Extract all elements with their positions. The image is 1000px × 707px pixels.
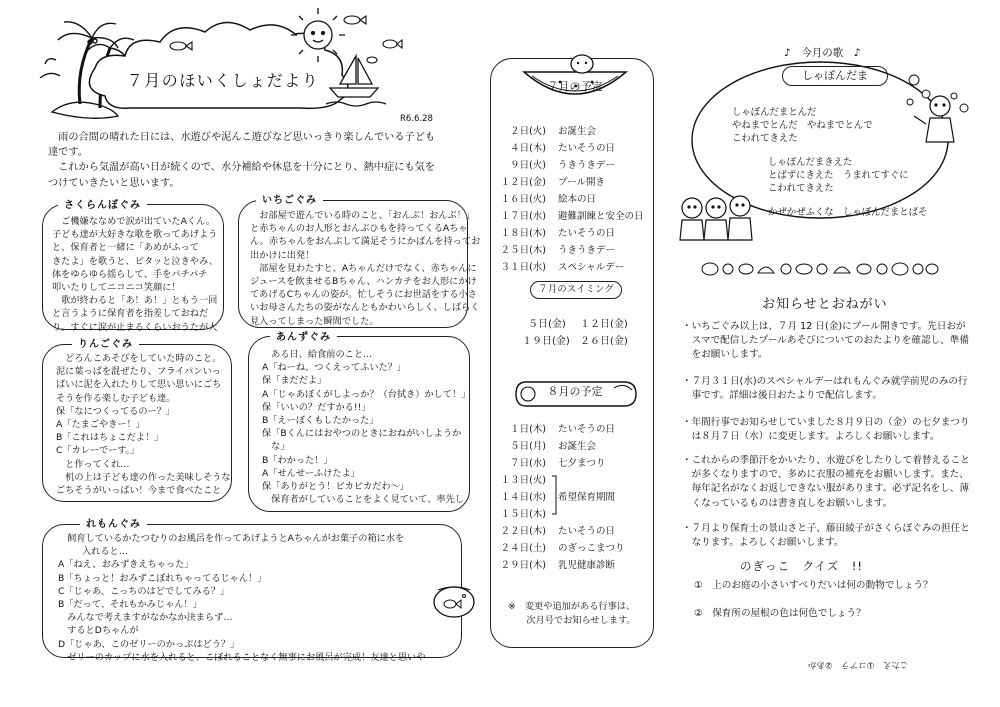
fishbowl-illustration [430,580,480,620]
swimming-title-box [530,281,622,299]
notice-item [682,416,972,444]
schedule-row [500,424,670,441]
schedule-date: １日(木) [510,424,546,435]
class-text-line: 保育者がしていることをよく見ていて、率先し [262,494,464,506]
notice-line: ・これからの季節汗をかいたり、水遊びをしたりして着替えること [682,455,970,466]
notice-line: 事です。詳細は後日おたよりで配信します。 [682,390,882,402]
class-text-line: 保「Bくんにはおやつのときにおねがいしようか [262,428,462,440]
class-text-line: 飼育しているかたつむりのお風呂を作ってあげようとAちゃんがお菓子の箱に水を [58,533,405,544]
page-title: ７月のほいくしょだより [126,71,320,90]
class-text-line: 泥に葉っぱを混ぜたり、フライパンいっ [56,366,221,378]
class-text-line: 保「ありがとう！ピカピカだわ～」 [262,481,409,493]
schedule-row [500,543,670,560]
schedule-date: ２９日(木) [500,560,546,571]
notice-line: をお願いします。 [682,349,768,361]
notice-line: なります。よろしくお願いします。 [682,537,844,549]
class-text-line: ジュースを飲ませるBちゃん、ハンカチをお人形にかけ [250,276,477,288]
schedule-date: １７日(水) [500,211,546,222]
schedule-date: ３１日(水) [500,262,546,273]
schedule-row [500,492,670,509]
quiz-answer-upside-down: こたえ ①コアラ ②あか [808,659,909,670]
class-text-line: 保「いいの？だすかる!!」 [262,401,371,413]
class-text-line: C「じゃあ、こっちのはどでしてみる？」 [58,585,230,597]
schedule-date: ４日(木) [510,143,546,154]
schedule-row [500,560,670,577]
song-title: しゃぼんだま [802,69,868,82]
notice-item [682,454,972,511]
song-line: かぜかぜふくな しゃぼんだまとばそ [768,207,928,218]
class-text-line: B「わかった！」 [262,454,333,466]
notice-title: お知らせとおねがい [762,297,888,312]
schedule-event: たいそうの日 [558,143,616,154]
class-text-line: B「えーぼくもしたかった」 [262,415,379,427]
class-text-line: 叩いたりしてニコニコ笑顔に！ [52,282,181,294]
sakuranbo-class-text [52,215,220,334]
class-text-line: てあげるCちゃんの姿が。忙しそうにお世話をする小さ [250,289,477,301]
schedule-row [500,526,670,543]
schedule-event: お誕生会 [558,126,597,137]
class-text-line: 部屋を見わたすと、Aちゃんだけでなく、赤ちゃんに [250,262,477,274]
notice-line: は８月７日（水）に変更します。よろしくお願いします。 [682,431,940,443]
notice-item [682,320,972,363]
class-text-line: な」 [262,441,290,453]
watermelon-dog-illustration [520,54,630,104]
song-line: こわれてきえた [768,183,834,194]
class-text-line: 子ども達が大好きな歌を歌ってあげよう [52,229,218,241]
intro-line: 達です。 [48,147,88,159]
swim-date: １２日(金) [580,319,628,330]
class-text-line: ごちそうがいっぱい！今まで食べたこと [56,485,222,497]
swimming-title: ７月のスイミング [538,284,614,295]
class-text-line: と作ってくれ… [56,458,130,470]
class-text-line: どろんこあそびをしていた時のこと。 [56,353,222,364]
quiz-question-1: ① 上のお庭の小さいすべりだいは何の動物でしょう？ [694,580,933,591]
class-text-line: お部屋で遊んでいる時のこと、「おんぶ！おんぶ！」 [250,210,476,221]
schedule-row [500,126,670,143]
notice-line: ・７月より保育士の景山さと子、藤田綾子がさくらぼぐみの担任と [682,523,970,534]
schedule-row [500,441,670,458]
song-line: こわれてきえた [732,133,798,144]
class-text-line: 保「なにつくってるのー？」 [56,405,176,417]
schedule-event: 避難訓練と安全の日 [558,211,644,222]
class-text-line: みんなで考えますがなかなか決まらず… [58,612,233,624]
schedule-note-line: 次月号でお知らせします。 [508,615,636,626]
schedule-row [500,194,670,211]
schedule-event: お誕生会 [558,441,597,452]
schedule-row [500,458,670,475]
schedule-date: ２日(火) [510,126,546,137]
schedule-event: 乳児健康診断 [558,560,616,571]
class-text-line: ん。赤ちゃんをおんぶして満足そうにかばんを持ってお [250,236,481,248]
class-text-line: B「だって、それもかみじゃん！」 [58,599,202,611]
class-text-line: 見入ってしまった瞬間でした。 [250,315,379,327]
july-schedule-title: ７月の予定 [547,80,603,93]
schedule-row [500,475,670,492]
notice-line: ・いちごぐみ以上は、７月 12 日(金)にプール開きです。先日おが [682,321,966,332]
class-text-line: A「ねえ、おみずきえちゃった」 [58,559,194,571]
schedule-row [500,211,670,228]
ringo-class-label: りんごぐみ [72,338,139,352]
notice-line: が多くなりますので、多めに衣服の補充をお願いします。また、 [682,469,969,481]
schedule-event: たいそうの日 [558,526,616,537]
class-text-line: A「ねーね、つくえってふいた？」 [262,362,407,374]
schedule-event: たいそうの日 [558,424,616,435]
hope-period-bracket [550,474,560,516]
intro-text [48,130,468,191]
class-text-line: 机の上は子ども達の作った美味しそうな [56,471,231,483]
schedule-date: １２日(金) [500,177,546,188]
class-text-line: ご機嫌ななめで涙が出ていたAくん。 [52,216,216,227]
class-text-line: と、保育者と一緒に「あめがふって [52,242,199,254]
swim-date: ５日(金) [528,319,566,330]
notice-item [682,522,972,550]
schedule-event: うきうきデー [558,160,616,171]
class-text-line: A「じゃあぼくがしよっか？（台拭き）かして！」 [262,388,471,400]
class-text-line: C「カレーでーす。」 [56,445,140,457]
class-text-line: B「ちょっと！おみずこぼれちゃってるじゃん！」 [58,572,267,584]
notice-line: ・年間行事でお知らせしていました８月９日の（金）の七夕まつり [682,417,970,428]
schedule-note-line: ※ 変更や追加がある行事は、 [508,601,636,612]
schedule-event: たいそうの日 [558,228,616,239]
song-line: しゃぼんだまとんだ [732,107,817,118]
fruits-divider-decoration [700,258,940,280]
schedule-date: ７日(水) [510,458,546,469]
schedule-row [500,228,670,245]
class-text-line: きたよ」を歌うと、ピタッと泣きやみ、 [52,255,218,267]
schedule-row [500,245,670,262]
schedule-date: ２２日(木) [500,526,546,537]
ichigo-class-label: いちごぐみ [256,194,323,208]
song-line: やねまでとんだ やねまでとんで [732,120,873,131]
swim-date: １９日(金) [522,336,570,347]
schedule-date: １３日(火) [500,475,546,486]
anzu-class-label: あんずぐみ [270,331,337,345]
intro-line: つけていきたいと思います。 [48,177,180,189]
class-text-line: 出かけに出発！ [250,249,315,261]
schedule-row [500,160,670,177]
notice-line: ・７月３１日(水)のスペシャルデーはれもんぐみ就学前児のみの行 [682,376,968,387]
schedule-row [500,509,670,526]
class-text-line: 保「まだだよ」 [262,375,327,387]
class-text-line: ぱいに泥を入れたりして思い思いにごち [56,379,222,391]
schedule-date: １８日(木) [500,228,546,239]
class-text-line: するとDちゃんが [58,625,139,637]
issue-date: R6.6.28 [400,114,433,124]
remon-class-text [58,532,458,664]
quiz-question-2: ② 保育所の屋根の色は何色でしょう？ [694,608,866,619]
class-text-line: ゼリーのカップに水を入れると、こぼれることなく無事にお風呂が完成！友達と思いや [58,651,426,663]
schedule-date: １６日(火) [500,194,546,205]
class-text-line: り。すぐに涙が止まるくらいおうたが大 [52,321,218,333]
schedule-date: ２４日(土) [500,543,546,554]
song-line: とばずにきえた うまれてすぐに [768,170,909,181]
schedule-date: ２５日(木) [500,245,546,256]
notice-line: 毎年記名がなくお返しできない服があります。必ず記名をし、薄 [682,483,970,495]
schedule-note [508,600,648,628]
schedule-date: ９日(火) [510,160,546,171]
class-text-line: 入れると… [82,546,128,558]
ichigo-class-text [250,209,481,328]
class-text-line: D「じゃあ、このゼリーのかっぷはどう？」 [58,638,240,650]
class-text-line: B「これはちょこだよ！」 [56,432,164,444]
class-text-line: そうを作る楽しむ子ども達。 [56,392,176,404]
quiz-title: のぎっこ クイズ !! [740,559,864,573]
class-text-line: 歌が終わると「あ！あ！」ともう一回 [52,295,218,307]
schedule-date: １４日(水) [500,492,546,503]
class-text-line: と言うように保育者を指差しておねだ [52,308,209,320]
schedule-event: 希望保育期間 [558,492,616,503]
class-text-line: A「せんせーふけたよ」 [262,467,360,479]
schedule-event: プール開き [558,177,606,188]
song-header: ♪ 今月の歌 ♪ [784,47,861,59]
notice-item [682,375,972,403]
schedule-event: 七夕まつり [558,458,606,469]
sakuranbo-class-label: さくらんぼぐみ [58,199,147,213]
anzu-class-text [262,348,471,506]
august-schedule-title: ８月の予定 [547,385,603,398]
swim-date: ２６日(金) [580,336,628,347]
remon-class-label: れもんぐみ [80,518,147,532]
schedule-event: のぎっこまつり [558,543,625,554]
schedule-row [500,262,670,279]
class-text-line: 体をゆらゆら揺らして、手をパチパチ [52,268,208,280]
ringo-class-text [56,352,232,497]
notice-line: スマで配信したプールあそびについてのおたよりを確認し、準備 [682,335,969,347]
children-bubbles-illustration [664,72,974,252]
schedule-row [500,177,670,194]
schedule-event: スペシャルデー [558,262,625,273]
class-text-line: と赤ちゃんのお人形とおんぶひもを持ってくるAちゃ [250,223,468,235]
intro-line: 雨の合間の晴れた日には、水遊びや泥んこ遊びなど思いっきり楽しんでいる子ども [48,132,436,143]
class-text-line: A「たまごやきー！」 [56,419,145,431]
schedule-date: １５日(木) [500,509,546,520]
song-line: しゃぼんだまきえた [768,157,853,168]
class-text-line: ある日、給食前のこと… [262,349,373,360]
july-schedule-list [500,126,650,286]
schedule-event: 絵本の日 [558,194,597,205]
class-text-line: いお母さんたちの姿がなんともかわいらしく、しばらく [250,302,480,314]
intro-line: これから気温が高い日が続くので、水分補給や休息を十分にとり、熱中症にも気を [48,162,435,174]
schedule-date: ５日(月) [510,441,546,452]
schedule-row [500,143,670,160]
notice-line: くなっているものは書き直しをお願いします。 [682,497,893,509]
schedule-event: うきうきデー [558,245,616,256]
august-schedule-list [500,424,650,584]
